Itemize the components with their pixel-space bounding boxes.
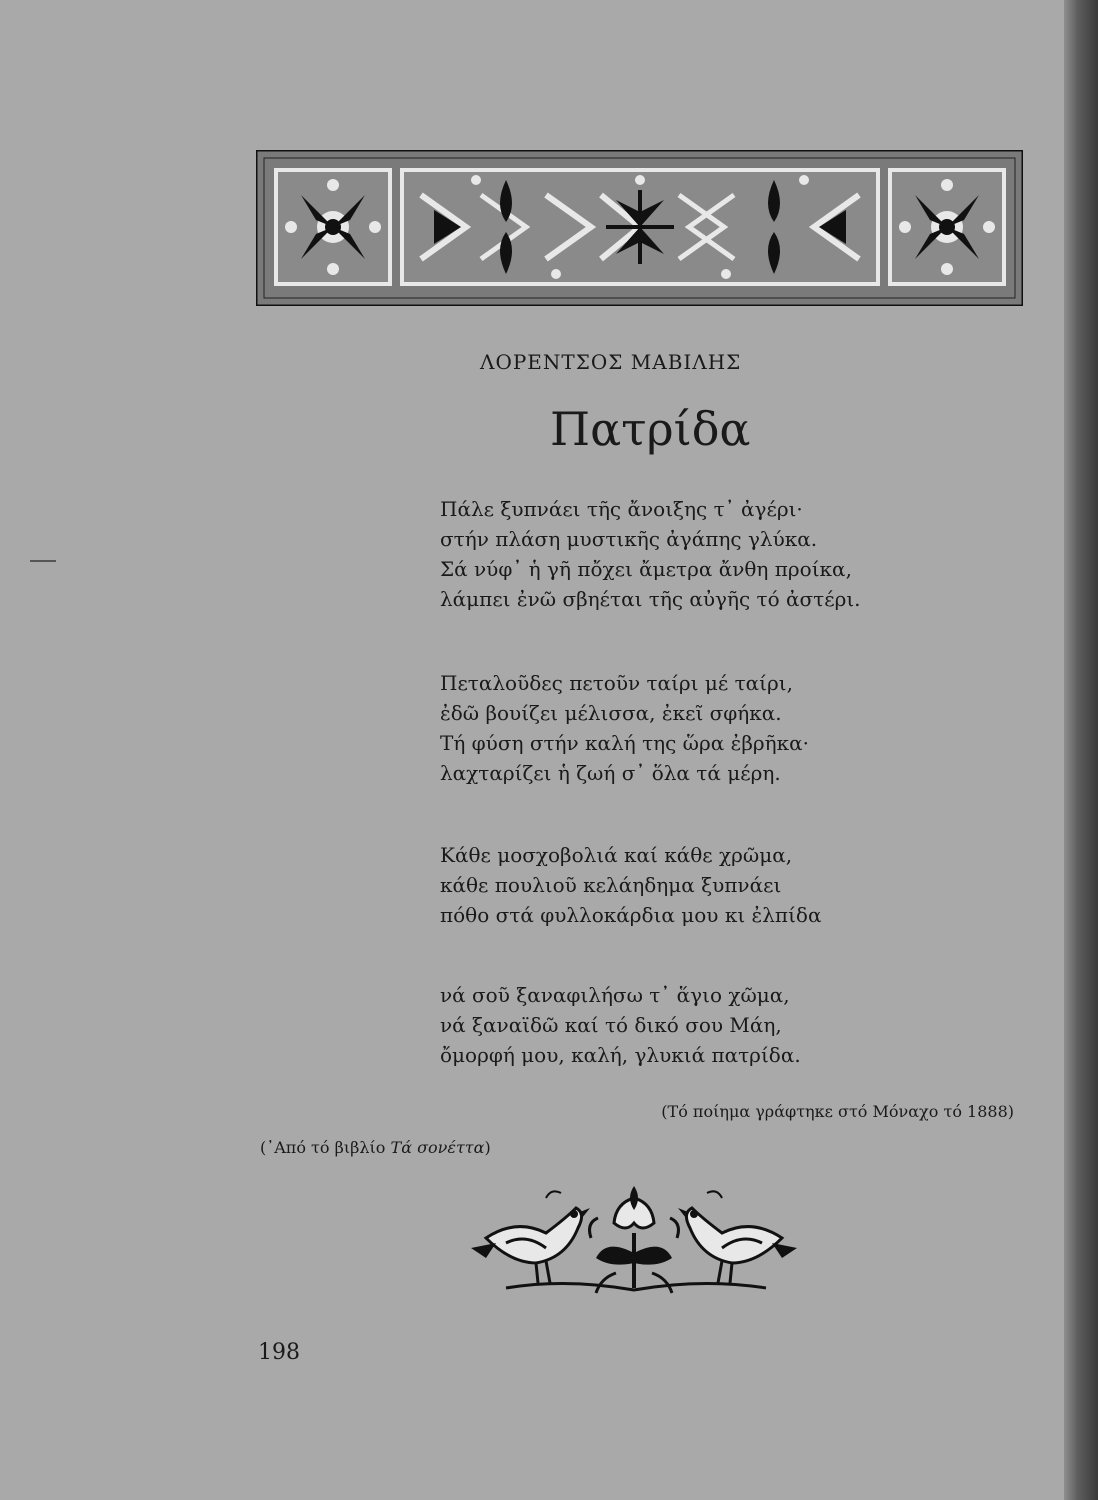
right-bird-icon xyxy=(678,1191,797,1283)
margin-mark xyxy=(30,560,56,562)
poem-line: στήν πλάση μυστικῆς ἀγάπης γλύκα. xyxy=(440,527,818,551)
ornamental-header-band xyxy=(256,150,1023,306)
poem-line: κάθε πουλιοῦ κελάηδημα ξυπνάει xyxy=(440,873,782,897)
poem-title: Πατρίδα xyxy=(550,402,751,456)
central-flower-icon xyxy=(590,1186,679,1293)
poem-line: νά σοῦ ξαναφιλήσω τ᾽ ἅγιο χῶμα, xyxy=(440,983,790,1007)
source-book-title: Τά σονέττα xyxy=(390,1138,485,1157)
source-prefix: (᾽Από τό βιβλίο xyxy=(260,1138,391,1157)
poem-line: Πάλε ξυπνάει τῆς ἄνοιξης τ᾽ ἀγέρι· xyxy=(440,497,803,521)
stanza-4 xyxy=(440,980,801,1070)
stanza-3 xyxy=(440,840,821,930)
source-suffix: ) xyxy=(484,1138,491,1157)
stanza-1 xyxy=(440,494,861,614)
page-spine-shadow xyxy=(1064,0,1098,1500)
stanza-2 xyxy=(440,668,809,788)
left-flower-tile xyxy=(276,170,390,284)
birds-flower-vignette xyxy=(466,1178,802,1304)
composition-note: (Τό ποίημα γράφτηκε στό Μόναχο τό 1888) xyxy=(661,1102,1014,1121)
author-name: ΛΟΡΕΝΤΣΟΣ ΜΑΒΙΛΗΣ xyxy=(480,350,742,374)
page-number: 198 xyxy=(258,1340,300,1365)
poem-line: ἐδῶ βουίζει μέλισσα, ἐκεῖ σφήκα. xyxy=(440,701,782,725)
center-tulip-panel xyxy=(402,170,878,284)
poem-line: πόθο στά φυλλοκάρδια μου κι ἐλπίδα xyxy=(440,903,822,927)
poem-line: Κάθε μοσχοβολιά καί κάθε χρῶμα, xyxy=(440,843,793,867)
poem-line: Πεταλοῦδες πετοῦν ταίρι μέ ταίρι, xyxy=(440,671,793,695)
poem-line: λάμπει ἐνῶ σβηέται τῆς αὐγῆς τό ἀστέρι. xyxy=(440,587,861,611)
poem-line: λαχταρίζει ἡ ζωή σ᾽ ὅλα τά μέρη. xyxy=(440,761,781,785)
poem-line: νά ξαναϊδῶ καί τό δικό σου Μάη, xyxy=(440,1013,782,1037)
poem-line: Τή φύση στήν καλή της ὥρα ἐβρῆκα· xyxy=(440,731,810,755)
poem-line: Σά νύφ᾽ ἡ γῆ πὄχει ἄμετρα ἄνθη προίκα, xyxy=(440,557,852,581)
source-citation xyxy=(260,1138,491,1157)
right-flower-tile xyxy=(890,170,1004,284)
poem-line: ὄμορφή μου, καλή, γλυκιά πατρίδα. xyxy=(440,1043,801,1067)
left-bird-icon xyxy=(471,1191,590,1283)
